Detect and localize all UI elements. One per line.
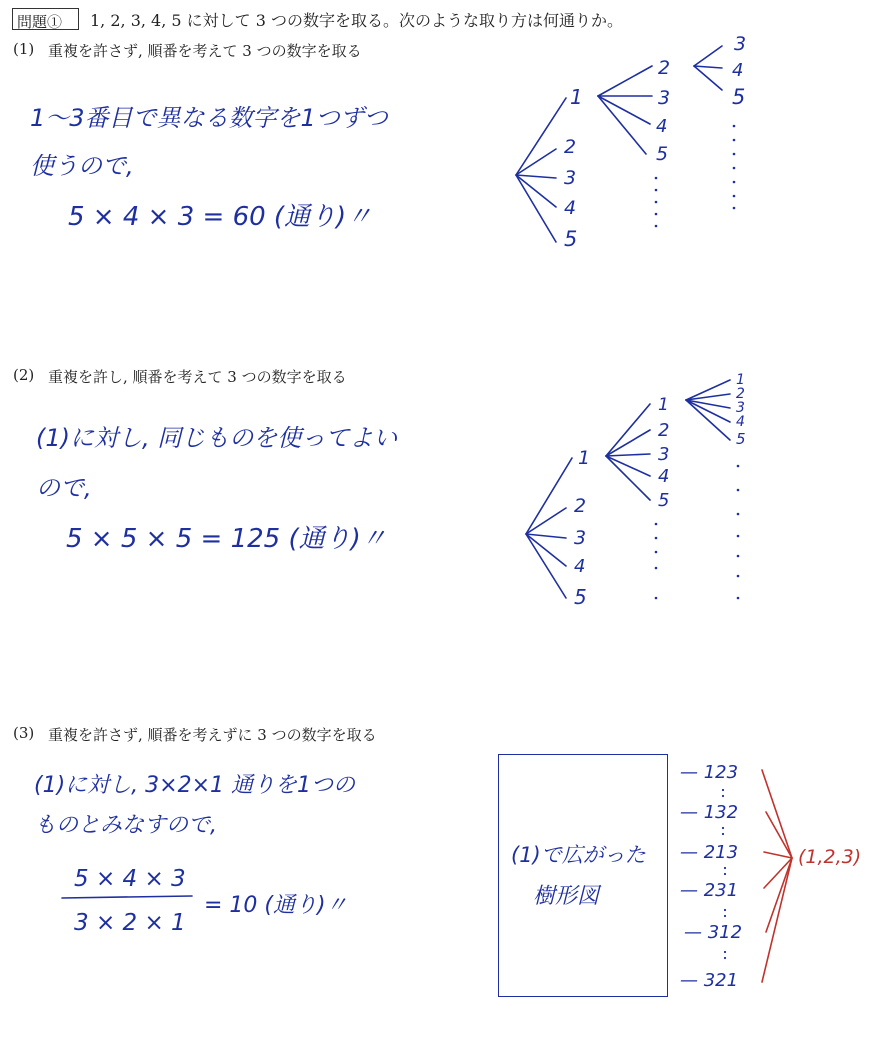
problem-statement: 1, 2, 3, 4, 5 に対して 3 つの数字を取る。次のような取り方は何通りか。 <box>90 11 624 30</box>
perm-ellipsis <box>722 789 726 959</box>
perm-item: — 312 <box>684 922 743 943</box>
q2-tree-node: 3 <box>658 444 670 465</box>
q2-tree-diagram <box>526 372 746 609</box>
tree-box-line2: 樹形図 <box>533 884 600 909</box>
perm-item: — 321 <box>680 970 739 991</box>
q1-tree-node: 4 <box>732 60 744 81</box>
q2-tree-node: 5 <box>658 490 670 511</box>
q2-tree-node: 2 <box>574 495 587 517</box>
q2-tree-node: 4 <box>574 556 586 577</box>
q1-heading: 重複を許さず, 順番を考えて 3 つの数字を取る <box>48 42 362 60</box>
q3-result: = 10 (通り)〃 <box>204 893 348 918</box>
q1-note-line1: 1～3番目で異なる数字を1つずつ <box>30 104 388 132</box>
q1-note-line2: 使うので, <box>30 152 134 180</box>
q2-tree-node: 1 <box>658 395 669 415</box>
perm-item: — 132 <box>680 802 739 823</box>
q1-tree-node: 5 <box>732 85 746 109</box>
q3-fraction-bar <box>62 896 192 898</box>
tree-box-line1: (1)で広がった <box>511 843 646 867</box>
q1-tree-diagram <box>516 33 746 251</box>
q1-tree-node: 1 <box>570 85 583 109</box>
q3-note-line2: ものとみなすので, <box>34 813 217 838</box>
q2-tree-node: 1 <box>578 447 591 469</box>
q3-fraction-denominator: 3 × 2 × 1 <box>74 910 186 936</box>
q2-tree-node: 2 <box>736 386 745 402</box>
q3-note-line1: (1)に対し, 3×2×1 通りを1つの <box>34 773 355 798</box>
combination-label: (1,2,3) <box>798 846 862 868</box>
q2-tree-node: 4 <box>736 414 745 430</box>
q3-heading: 重複を許さず, 順番を考えずに 3 つの数字を取る <box>48 726 377 744</box>
q2-tree-node: 5 <box>574 585 587 609</box>
perm-item: — 213 <box>680 842 739 863</box>
q1-tree-node: 5 <box>564 227 578 251</box>
combination-convergence-lines <box>762 770 792 982</box>
q2-formula: 5 × 5 × 5 = 125 (通り)〃 <box>66 524 387 554</box>
q1-tree-node: 3 <box>658 87 671 109</box>
q2-label: (2) <box>13 366 35 384</box>
q2-heading: 重複を許し, 順番を考えて 3 つの数字を取る <box>48 368 347 386</box>
q1-tree-node: 5 <box>656 143 669 165</box>
q2-tree-node: 5 <box>736 430 746 448</box>
q1-tree-node: 2 <box>658 57 671 79</box>
q1-label: (1) <box>13 40 35 58</box>
q2-tree-node: 3 <box>574 527 587 549</box>
perm-item: — 231 <box>680 880 739 901</box>
q1-tree-node: 3 <box>564 167 577 189</box>
q1-formula: 5 × 4 × 3 = 60 (通り)〃 <box>68 202 373 232</box>
q3-label: (3) <box>13 724 35 742</box>
q1-tree-node: 3 <box>734 33 747 55</box>
problem-number-label: 問題① <box>17 13 63 31</box>
q3-fraction-numerator: 5 × 4 × 3 <box>74 866 186 892</box>
q2-tree-node: 3 <box>736 400 745 416</box>
q2-note-line2: ので, <box>36 474 92 502</box>
q2-tree-node: 2 <box>658 420 670 441</box>
q1-tree-node: 4 <box>564 197 577 219</box>
q2-tree-node: 1 <box>736 372 745 388</box>
q2-tree-node: 4 <box>658 466 670 487</box>
perm-item: — 123 <box>680 762 739 783</box>
q2-note-line1: (1)に対し, 同じものを使ってよい <box>36 424 398 452</box>
q1-tree-node: 4 <box>656 116 668 137</box>
q1-tree-node: 2 <box>564 136 577 158</box>
